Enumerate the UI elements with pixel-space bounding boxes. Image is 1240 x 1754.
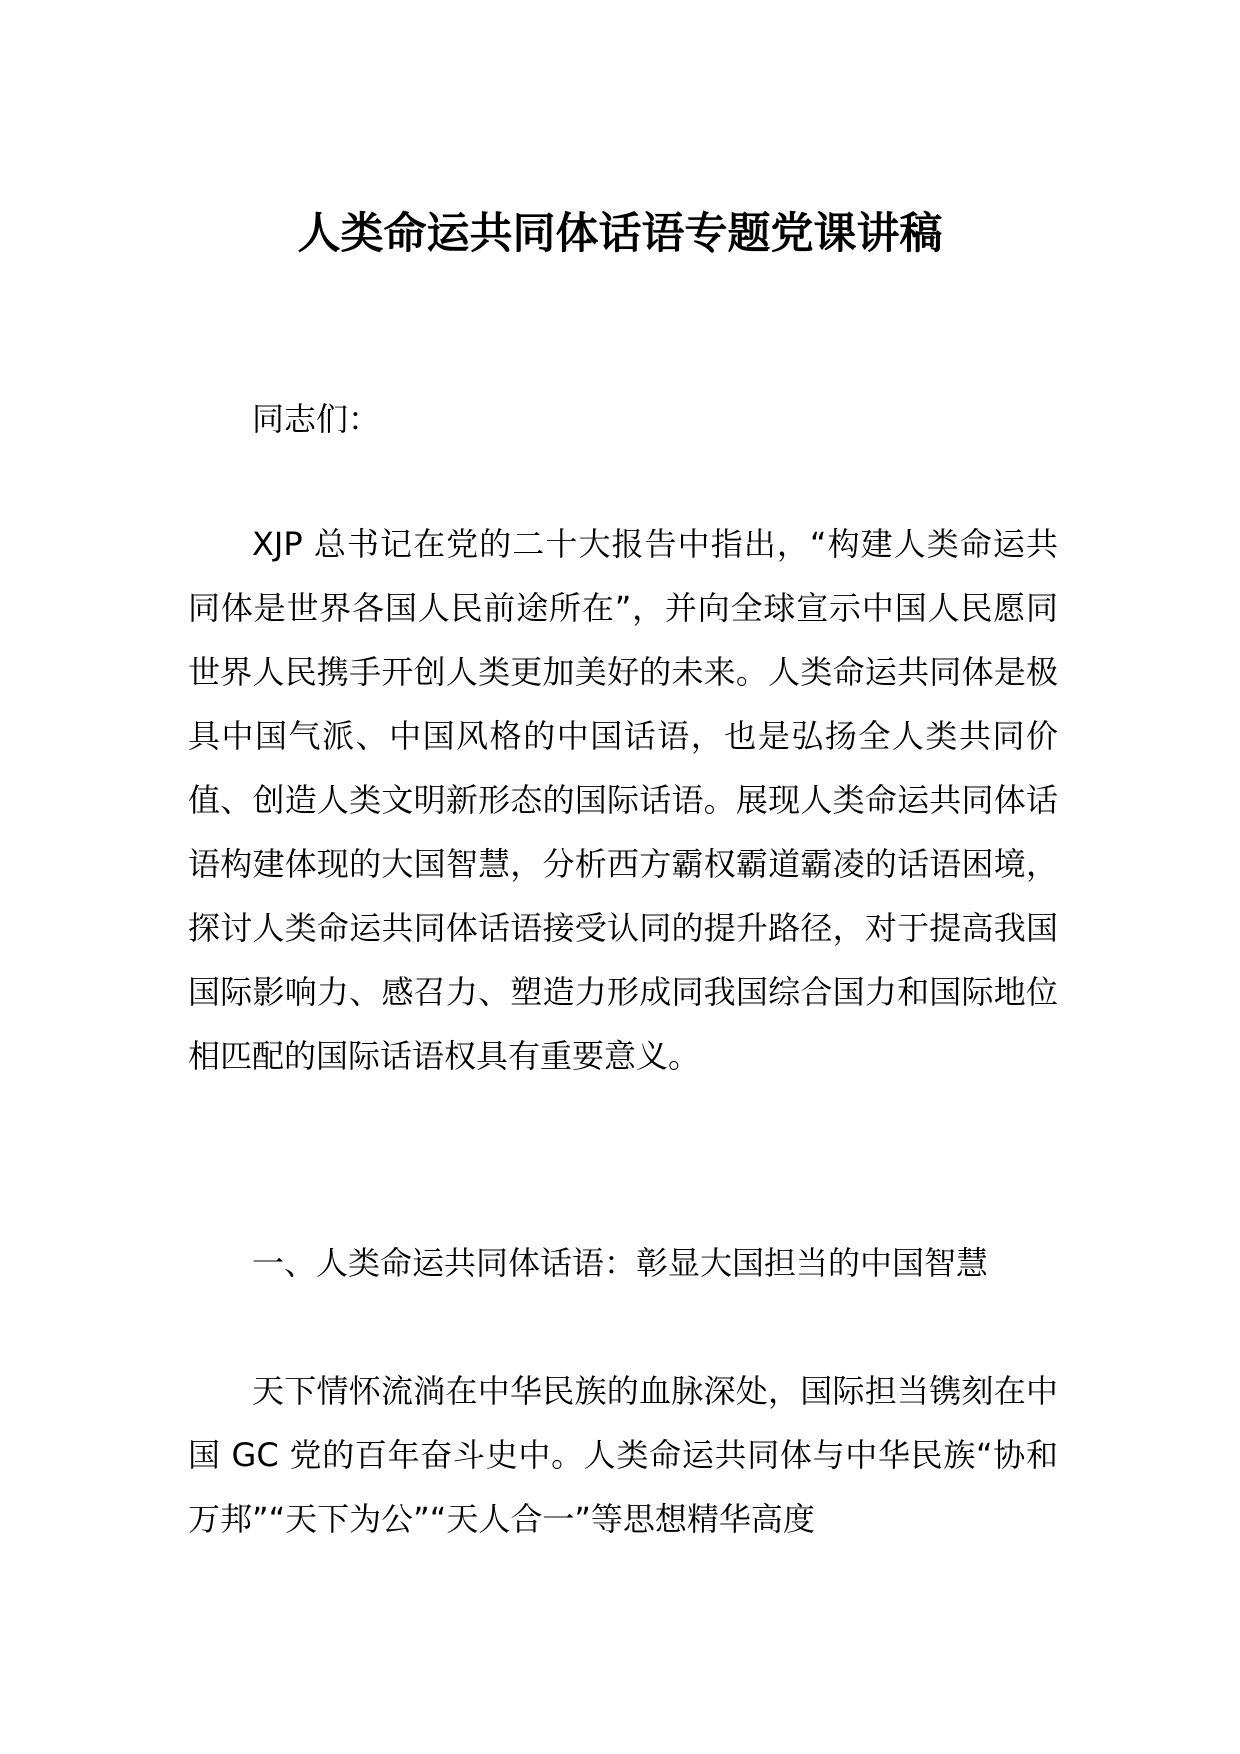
section-paragraph: 天下情怀流淌在中华民族的血脉深处，国际担当镌刻在中国 GC 党的百年奋斗史中。人类命运共同体与中华民族“协和万邦”“天下为公”“天人合一”等思想精华高度 [188, 1372, 1058, 1538]
document-title: 人类命运共同体话语专题党课讲稿 [297, 209, 943, 259]
body-paragraph: XJP 总书记在党的二十大报告中指出，“构建人类命运共同体是世界各国人民前途所在”，并向全球宣示中国人民愿同世界人民携手开创人类更加美好的未来。人类命运共同体是极具中国气派、中国风格的中国话语，也是弘扬全人类共同价值、创造人类文明新形态的国际话语。展现人类命运共同体话语构建体现的大国智慧，分析西方霸权霸道霸凌的话语困境，探讨人类命运共同体话语接受认同的提升路径，对于提高我国国际影响力、感召力、塑造力形成同我国综合国力和国际地位相匹配的国际话语权具有重要意义。 [188, 525, 1058, 1075]
salutation: 同志们： [252, 400, 381, 438]
section-heading: 一、人类命运共同体话语：彰显大国担当的中国智慧 [252, 1244, 989, 1282]
